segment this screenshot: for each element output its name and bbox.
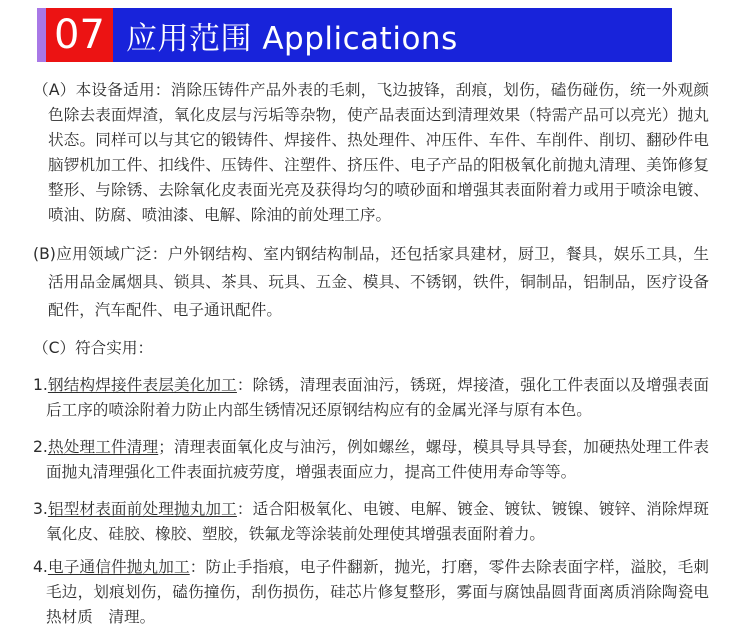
section-banner [37,8,672,62]
paragraph-b [33,240,709,324]
paragraph-c-lead: （C）符合实用： [33,339,154,357]
paragraph-a-body: 消除压铸件产品外表的毛刺，飞边披锋，刮痕，划伤，磕伤碰伤，统一外观颜色除去表面焊渣，氧化皮层与污垢等杂物，使产品表面达到清理效果（特需产品可以亮光）抛丸状态。同样可以与其它的锻铸件、焊接件、热处理件、冲压件、车件、车削件、削切、翻砂件电脑锣机加工件、扣线件、压铸件、注塑件、挤压件、电子产品的阳极氧化前抛丸清理、美饰修复整形、与除锈、去除氧化皮表面光亮及获得均匀的喷砂面和增强其表面附着力或用于喷涂电镀、喷油、防腐、喷油漆、电解、除油的前处理工序。 [48,81,709,224]
item-3-body: 适合阳极氧化、电镀、电解、镀金、镀钛、镀镍、镀锌、消除焊斑氧化皮、硅胶、橡胶、塑胶，铁氟龙等涂装前处理使其增强表面附着力。 [46,500,709,543]
item-2-number: 2. [33,438,48,456]
list-item-4 [33,555,709,630]
section-number-box [46,8,113,62]
banner-accent-bar [37,8,46,62]
paragraph-c [33,336,709,361]
item-2-body: 清理表面氧化皮与油污，例如螺丝，螺母，模具导具导套，加硬热处理工件表面抛丸清理强化工件表面抗疲劳度，增强表面应力，提高工件使用寿命等等。 [46,438,709,481]
item-1-body: 除锈，清理表面油污，锈斑，焊接渣，强化工件表面以及增强表面后工序的喷涂附着力防止内部生锈情况还原钢结构应有的金属光泽与原有本色。 [46,376,709,419]
item-2-heading: 热处理工件清理 [47,438,159,456]
item-2-separator: ； [158,438,174,456]
list-item-1 [33,373,709,423]
list-item-3 [33,497,709,547]
document-body [33,70,709,630]
paragraph-b-body: 户外钢结构、室内钢结构制品，还包括家具建材，厨卫，餐具，娱乐工具，生活用品金属烟具、锁具、茶具、玩具、五金、模具、不锈钢，铁件，铜制品，铝制品，医疗设备配件，汽车配件、电子通讯配件。 [48,245,709,319]
item-1-number: 1. [33,376,48,394]
item-4-separator: ： [189,558,206,576]
item-1-heading: 钢结构焊接件表层美化加工 [47,376,237,394]
paragraph-a-lead: （A）本设备适用： [33,81,171,99]
item-3-heading: 铝型材表面前处理抛丸加工 [47,500,237,518]
paragraph-a [33,78,709,228]
section-title: 应用范围 Applications [126,20,458,57]
list-item-2 [33,435,709,485]
paragraph-b-lead: (B)应用领域广泛： [33,245,168,263]
item-3-separator: ： [236,500,253,518]
item-1-separator: ： [236,376,253,394]
item-3-number: 3. [33,500,48,518]
item-4-body: 防止手指痕，电子件翻新，抛光，打磨，零件去除表面字样，溢胶，毛刺毛边，划痕划伤，磕伤撞伤，刮伤损伤，硅芯片修复整形，雾面与腐蚀晶圆背面离质消除陶瓷电热材质 清理。 [46,558,709,626]
section-number: 07 [54,12,105,58]
item-4-heading: 电子通信件抛丸加工 [47,558,190,576]
item-4-number: 4. [33,558,48,576]
